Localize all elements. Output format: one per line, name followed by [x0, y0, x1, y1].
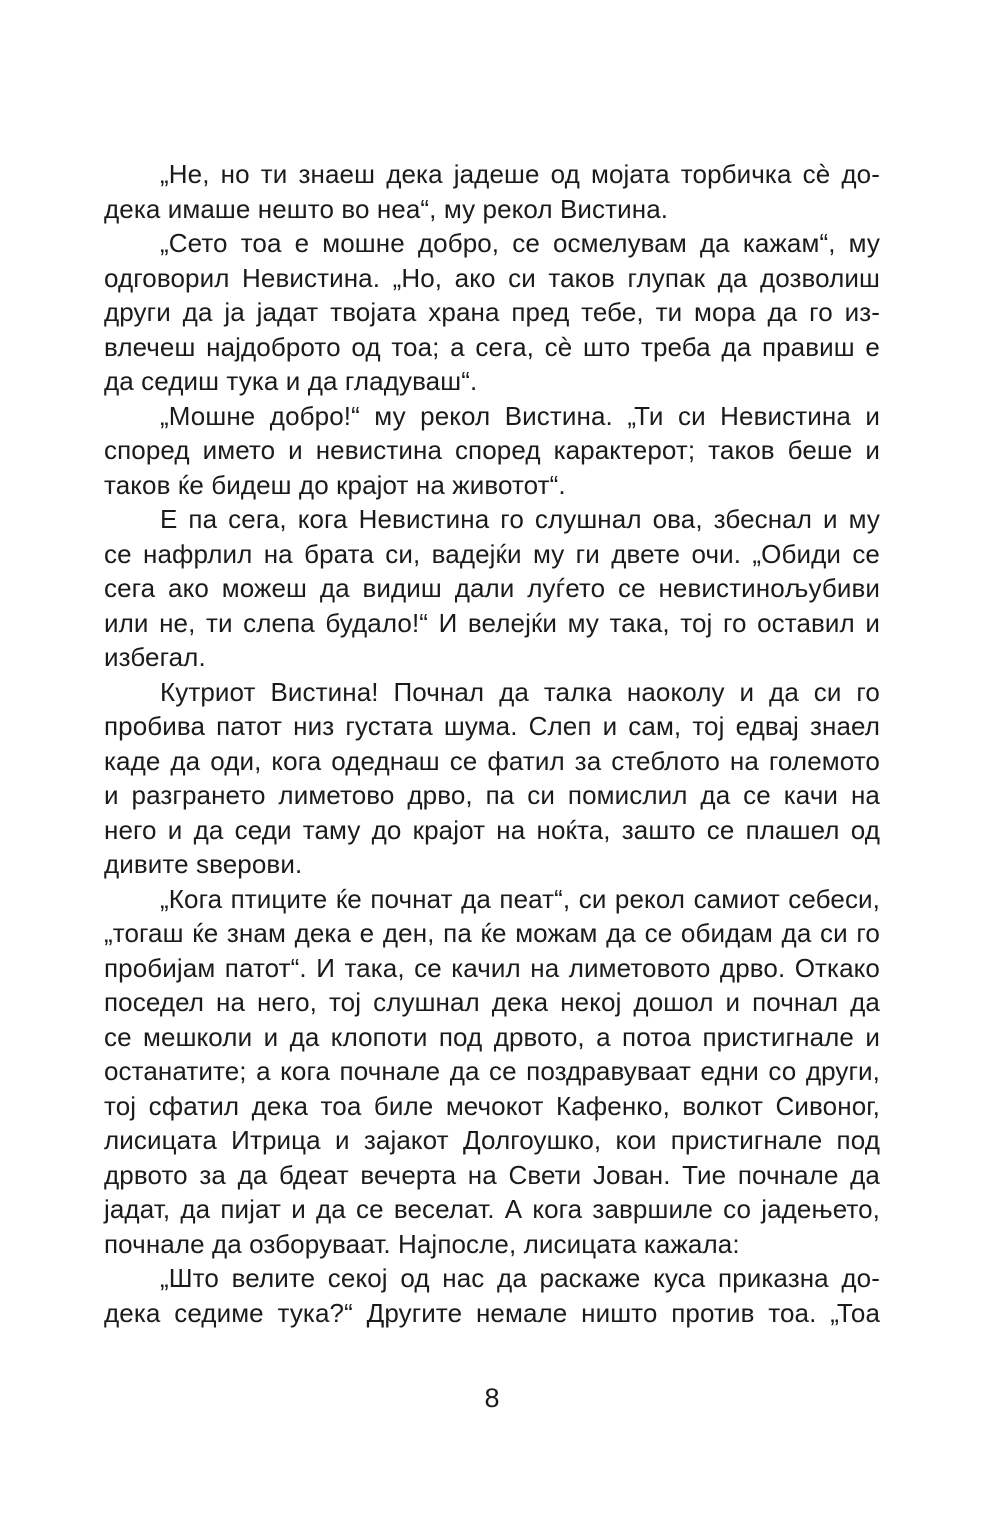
text-line: избегал.: [104, 642, 206, 672]
text-line: пробијам патот“. И така, се качил на лиметовото дрво. Откако: [104, 952, 880, 983]
paragraph: [104, 502, 880, 675]
text-line: пробива патот низ густата шума. Слеп и сам, тој едвај знаел: [104, 711, 880, 741]
text-line: дивите ѕверови.: [104, 849, 303, 879]
text-line: дека имаше нешто во неа“, му рекол Вистина.: [104, 193, 669, 224]
paragraph: [104, 1261, 880, 1330]
text-line: поседел на него, тој слушнал дека некој дошол и почнал да: [104, 987, 880, 1017]
text-line: „Сето тоа е мошне добро, се осмелувам да кажам“, му: [160, 228, 880, 258]
text-line: тој сфатил дека тоа биле мечокот Кафенко, волкот Сивоног,: [104, 1090, 880, 1121]
page-footer: [104, 1381, 880, 1415]
text-line: таков ќе бидеш до крајот на животот“.: [104, 469, 566, 500]
text-line: сега ако можеш да видиш дали луѓето се невистинољубиви: [104, 573, 880, 603]
text-line: останатите; а кога почнале да се поздравуваат едни со други,: [104, 1056, 880, 1086]
text-line: почнале да озборуваат. Најпосле, лисицата кажала:: [104, 1228, 740, 1259]
text-line: дрвото за да бдеат вечерта на Свети Јован. Тие почнале да: [104, 1159, 880, 1190]
text-line: дека седиме тука?“ Другите немале ништо против тоа. „Тоа: [104, 1297, 880, 1328]
text-line: „Кога птиците ќе почнат да пеат“, си рекол самиот себеси,: [160, 883, 880, 914]
paragraph: [104, 675, 880, 882]
text-line: лисицата Итрица и зајакот Долгоушко, кои пристигнале под: [104, 1125, 880, 1155]
text-line: него и да седи таму до крајот на ноќта, зашто се плашел од: [104, 814, 880, 845]
paragraph: [104, 157, 880, 226]
text-line: Е па сега, кога Невистина го слушнал ова, збеснал и му: [160, 504, 880, 534]
paragraph: [104, 882, 880, 1262]
text-line: „тогаш ќе знам дека е ден, па ќе можам да се обидам да си го: [104, 918, 880, 948]
text-line: јадат, да пијат и да се веселат. А кога завршиле со јадењето,: [104, 1194, 880, 1224]
paragraph: [104, 226, 880, 399]
text-line: и разгрането лиметово дрво, па си помислил да се качи на: [104, 780, 880, 810]
text-line: според името и невистина според карактерот; таков беше и: [104, 435, 880, 465]
text-line: „Не, но ти знаеш дека јадеше од мојата торбичка сѐ до-: [160, 159, 880, 189]
text-block: [104, 157, 880, 1330]
text-line: се мешколи и да клопоти под дрвото, а потоа пристигнале и: [104, 1021, 880, 1052]
text-line: каде да оди, кога одеднаш се фатил за стеблото на големото: [104, 745, 880, 776]
text-line: други да ја јадат твојата храна пред тебе, ти мора да го из-: [104, 297, 880, 327]
page-number: 8: [484, 1383, 500, 1413]
text-line: „Што велите секој од нас да раскаже куса приказна до-: [160, 1263, 880, 1293]
text-line: влечеш најдоброто од тоа; а сега, сѐ што треба да правиш е: [104, 331, 880, 362]
text-line: Кутриот Вистина! Почнал да талка наоколу и да си го: [160, 676, 880, 707]
text-line: да седиш тука и да гладуваш“.: [104, 366, 478, 396]
text-line: се нафрлил на брата си, вадејќи му ги двете очи. „Обиди се: [104, 538, 880, 569]
paragraph: [104, 399, 880, 503]
text-line: „Мошне добро!“ му рекол Вистина. „Ти си Невистина и: [160, 400, 880, 431]
text-line: одговорил Невистина. „Но, ако си таков глупак да дозволиш: [104, 262, 880, 293]
text-line: или не, ти слепа будало!“ И велејќи му така, тој го оставил и: [104, 607, 880, 638]
